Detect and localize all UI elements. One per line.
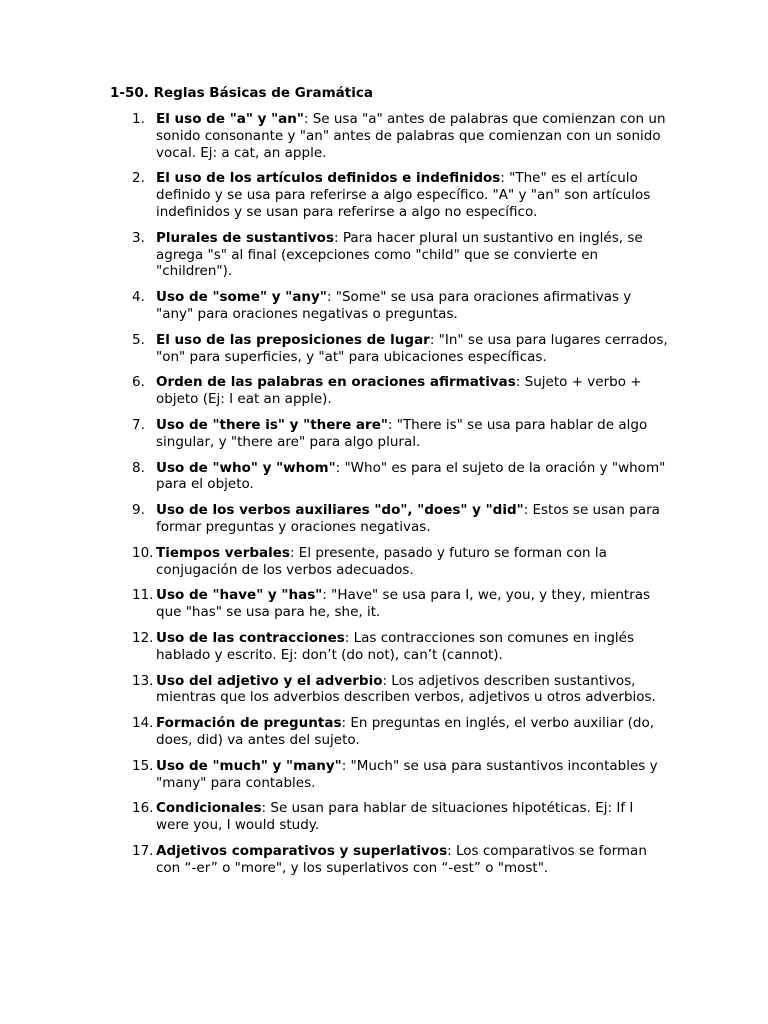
rule-number: 16. [132,800,154,817]
rule-title: Condicionales [156,800,262,817]
rule-item [110,374,670,408]
rule-text: : "Have" se usa para I, we, you, y they, mientras que "has" se usa para he, she, it. [156,587,651,621]
rule-text: : "Who" es para el sujeto de la oración y "whom" para el objeto. [156,459,666,493]
rule-item [110,502,670,536]
rule-item [110,715,670,749]
rule-text: : Los comparativos se forman con “-er” o "more", y los superlativos con “-est” o "most". [156,842,647,876]
rule-text: : Estos se usan para formar preguntas y oraciones negativas. [156,502,660,535]
rule-number: 8. [132,459,145,476]
rule-number: 5. [132,331,145,348]
rule-number: 17. [132,842,154,859]
rule-text: : Sujeto + verbo + objeto (Ej: I eat an apple). [156,374,642,408]
rule-title: Plurales de sustantivos [156,229,334,246]
rule-title: Uso de "much" y "many" [156,757,342,774]
rule-number: 10. [132,544,154,561]
rule-item [110,545,670,579]
rule-title: El uso de las preposiciones de lugar [156,331,430,348]
rule-number: 15. [132,757,154,774]
rule-item [110,289,670,323]
rule-text: : "The" es el artículo definido y se usa para referirse a algo específico. "A" y "an" son artículos indefinidos y se usan para referirse a algo no específico. [156,170,651,220]
rule-text: : "In" se usa para lugares cerrados, "on" para superficies, y "at" para ubicaciones específicas. [156,331,668,365]
rule-title: Orden de las palabras en oraciones afirmativas [156,374,516,391]
rule-title: Uso de "there is" y "there are" [156,416,388,433]
rule-number: 7. [132,416,145,433]
rule-item [110,460,670,494]
rule-title: Tiempos verbales [156,544,290,561]
rule-number: 13. [132,672,154,689]
rule-number: 2. [132,170,145,187]
rule-number: 14. [132,715,154,732]
rule-title: El uso de los artículos definidos e indefinidos [156,170,501,187]
rule-title: El uso de "a" y "an" [156,111,304,127]
grammar-rules-list [110,111,670,885]
rule-number: 11. [132,587,154,604]
rule-text: : Se usan para hablar de situaciones hipotéticas. Ej: If I were you, I would study. [156,800,634,834]
rule-item [110,230,670,280]
rule-title: Adjetivos comparativos y superlativos [156,842,448,859]
rule-title: Uso de los verbos auxiliares "do", "does" y "did" [156,502,524,519]
rule-number: 3. [132,229,145,246]
rule-text: : "Much" se usa para sustantivos incontables y "many" para contables. [156,757,658,791]
rule-item [110,417,670,451]
rule-title: Uso de "who" y "whom" [156,459,336,476]
rule-item [110,758,670,792]
rule-title: Uso del adjetivo y el adverbio [156,672,383,689]
rule-number: 6. [132,374,145,391]
rule-title: Uso de "have" y "has" [156,587,323,604]
rule-title: Formación de preguntas [156,715,342,732]
rule-text: : En preguntas en inglés, el verbo auxiliar (do, does, did) va antes del sujeto. [156,715,654,748]
rule-title: Uso de "some" y "any" [156,289,327,306]
document-title: 1-50. Reglas Básicas de Gramática [110,85,373,101]
rule-text: : Los adjetivos describen sustantivos, mientras que los adverbios describen verbos, adjetivos u otros adverbios. [156,672,656,706]
rule-item [110,800,670,834]
rule-number: 4. [132,289,145,306]
rule-text: : Las contracciones son comunes en inglés hablado y escrito. Ej: don’t (do not), can’t (cannot). [156,629,634,663]
rule-item [110,630,670,664]
rule-number: 1. [132,111,145,127]
rule-text: : El presente, pasado y futuro se forman con la conjugación de los verbos adecuados. [156,544,607,578]
rule-text: : Se usa "a" antes de palabras que comienzan con un sonido consonante y "an" antes de palabras que comienzan con un sonido vocal. Ej: a cat, an apple. [156,111,666,161]
rule-item [110,587,670,621]
rule-text: : Para hacer plural un sustantivo en inglés, se agrega "s" al final (excepciones como "child" que se convierte en "children"). [156,229,643,280]
rule-item [110,170,670,220]
rule-item [110,111,670,161]
rule-item [110,332,670,366]
rule-number: 9. [132,502,145,519]
rule-text: : "There is" se usa para hablar de algo singular, y "there are" para algo plural. [156,416,648,450]
rule-item [110,843,670,877]
rule-item [110,673,670,707]
rule-number: 12. [132,629,154,646]
rule-title: Uso de las contracciones [156,629,345,646]
rule-text: : "Some" se usa para oraciones afirmativas y "any" para oraciones negativas o preguntas. [156,289,632,322]
